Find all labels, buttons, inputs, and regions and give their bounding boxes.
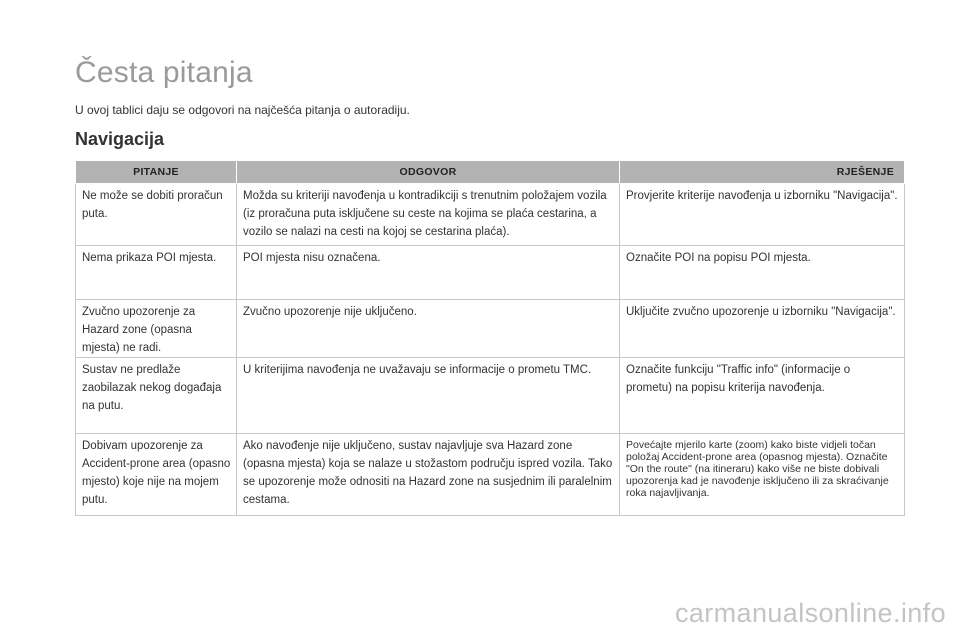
question-cell: Nema prikaza POI mjesta. <box>76 246 237 300</box>
faq-table <box>75 160 905 516</box>
question-cell: Sustav ne predlaže zaobilazak nekog događaja na putu. <box>76 358 237 434</box>
solution-cell: Označite POI na popisu POI mjesta. <box>620 246 905 300</box>
table-row <box>76 184 905 246</box>
solution-text: Povećajte mjerilo karte (zoom) kako biste vidjeli točan položaj Accident-prone area (opasnog mjesta). Označite "On the route" (na itineraru) kako više ne biste dobivali upozorenja kad je navođenje isključeno ili za skraćivanje roka najavljivanja. <box>626 439 889 499</box>
table-row <box>76 434 905 516</box>
solution-cell: Uključite zvučno upozorenje u izborniku "Navigacija". <box>620 300 905 358</box>
answer-cell: U kriterijima navođenja ne uvažavaju se informacije o prometu TMC. <box>237 358 620 434</box>
table-row <box>76 358 905 434</box>
solution-cell: Provjerite kriterije navođenja u izborniku "Navigacija". <box>620 184 905 246</box>
question-cell: Dobivam upozorenje za Accident-prone area (opasno mjesto) koje nije na mojem putu. <box>76 434 237 516</box>
table-row <box>76 300 905 358</box>
question-cell: Zvučno upozorenje za Hazard zone (opasna mjesta) ne radi. <box>76 300 237 358</box>
answer-cell: POI mjesta nisu označena. <box>237 246 620 300</box>
answer-cell: Možda su kriteriji navođenja u kontradikciji s trenutnim položajem vozila (iz proračuna puta isključene su ceste na kojima se plaća cestarina, a vozilo se nalazi na cesti na kojoj se cestarina plaća). <box>237 184 620 246</box>
answer-cell: Zvučno upozorenje nije uključeno. <box>237 300 620 358</box>
table-header-row <box>76 161 905 184</box>
question-cell: Ne može se dobiti proračun puta. <box>76 184 237 246</box>
solution-cell <box>620 434 905 516</box>
section-heading: Navigacija <box>75 129 165 149</box>
header-question: PITANJE <box>76 161 237 184</box>
watermark: carmanualsonline.info <box>674 598 946 628</box>
header-solution: RJEŠENJE <box>620 161 905 184</box>
answer-cell: Ako navođenje nije uključeno, sustav najavljuje sva Hazard zone (opasna mjesta) koja se nalaze u stožastom području ispred vozila. Tako se upozorenje može odnositi na Hazard zone na susjednim ili paralelnim cestama. <box>237 434 620 516</box>
page-title: Česta pitanja <box>75 56 253 89</box>
table-row <box>76 246 905 300</box>
intro-text: U ovoj tablici daju se odgovori na najčešća pitanja o autoradiju. <box>75 103 410 117</box>
solution-cell: Označite funkciju "Traffic info" (informacije o prometu) na popisu kriterija navođenja. <box>620 358 905 434</box>
header-answer: ODGOVOR <box>237 161 620 184</box>
